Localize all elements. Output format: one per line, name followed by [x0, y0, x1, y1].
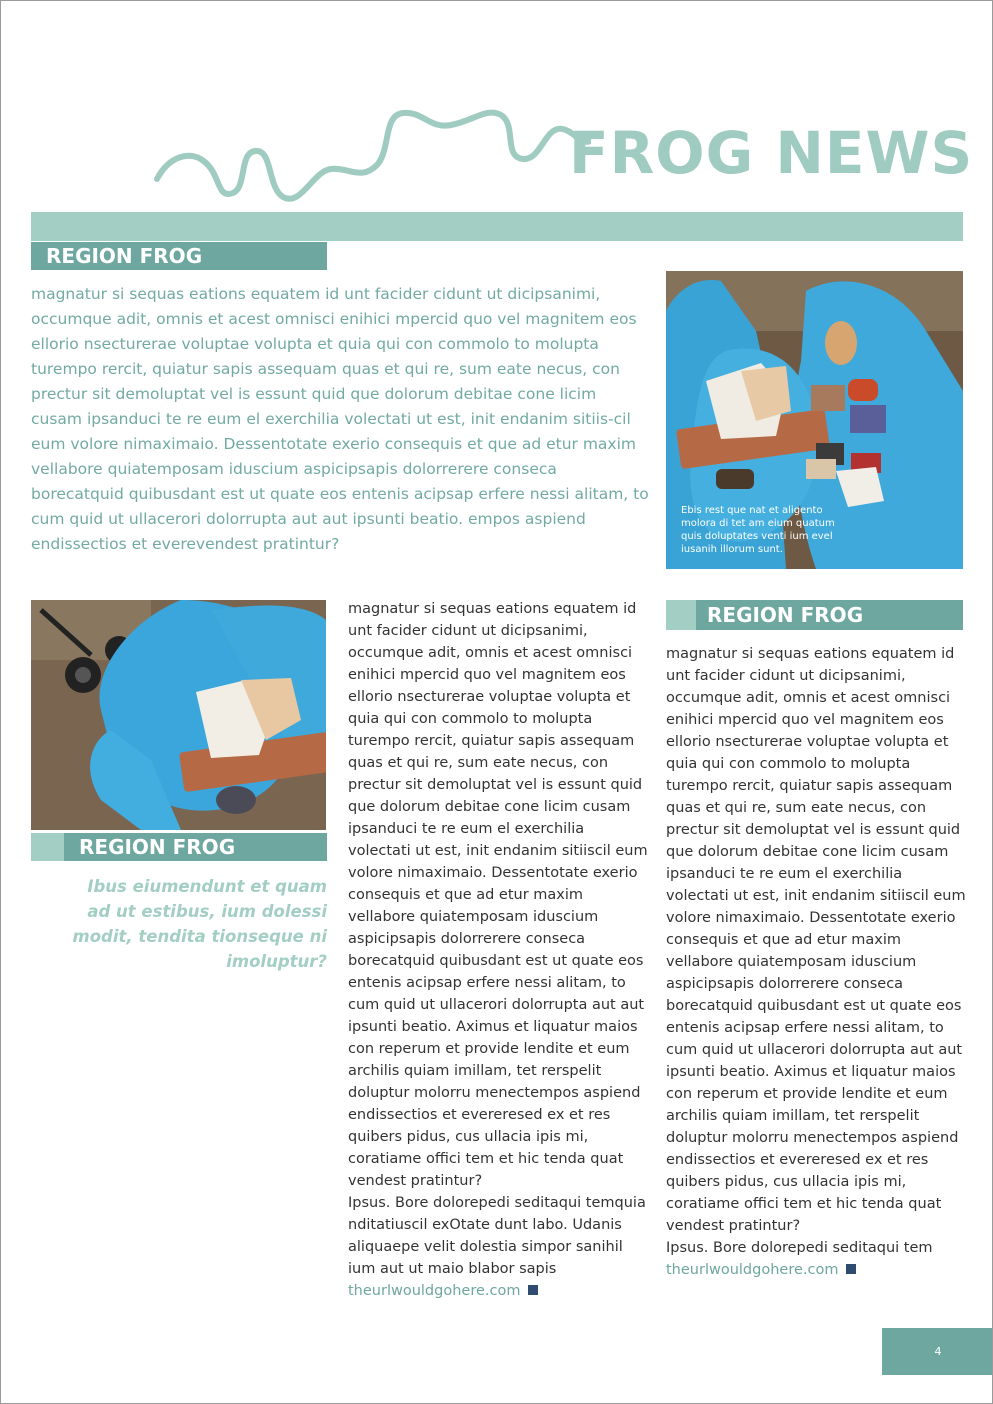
article-url-link[interactable]: theurlwouldgohere.com — [348, 1283, 521, 1299]
heading-stub — [31, 833, 64, 861]
url-line — [348, 1280, 648, 1302]
end-mark-square-icon — [528, 1285, 538, 1295]
url-line — [666, 1259, 966, 1281]
masthead-title: FROG NEWS — [569, 119, 974, 187]
photo-illustration — [31, 600, 326, 830]
lead-paragraph: magnatur si sequas eations equatem id unt facider cidunt ut dicipsanimi, occumque adit, omnis et acest omnisci enihici mpercid quo vel magnitem eos ellorio nsecturerae voluptae volupta et quia qui con commolo to molupta turempo rercit, quiatur sapis assequam quas et qui re, sum eate necus, con prectur sit demoluptat vel is essunt quid que dolorum debitae cone licim cusam ipsanduci te re eum el exerchilia volectati ut est, init endanim sitiis-cil eum volore nimaximaio. Dessentotate exerio consequis et que ad etur maxim vellabore quiatemposam iduscium aspicipsapis dolorrerere conseca borecatquid quibusdant est ut quate eos entenis acipsap erfere nessi alitam, to cum quid ut ullacerori dolorrupta aut aut ipsunti beatio. empos aspiend endissectios et everevendest pratintur? — [31, 285, 649, 553]
section-heading: REGION FROG — [707, 603, 864, 627]
section-heading-bar — [31, 242, 327, 270]
pull-quote: Ibus eiumendunt et quam ad ut estibus, ium dolessi modit, tendita tionseque ni imoluptur? — [72, 877, 327, 971]
section-heading-bar — [666, 600, 963, 630]
article-url-link[interactable]: theurlwouldgohere.com — [666, 1262, 839, 1278]
photo-gloved-hand-sherds — [31, 600, 326, 830]
middle-column — [348, 598, 648, 1302]
heading-stub — [666, 600, 696, 630]
page-number-box — [882, 1328, 993, 1375]
column-body-continued: Ipsus. Bore dolorepedi seditaqui temquia nditatiuscil exOtate dunt labo. Udanis aliquaepe velit dolestia simpor sanihil ium aut ut maio blabor sapis — [348, 1195, 646, 1277]
section-heading-bar — [31, 833, 327, 861]
masthead-band — [31, 212, 963, 241]
column-body: magnatur si sequas eations equatem id unt facider cidunt ut dicipsanimi, occumque adit, omnis et acest omnisci enihici mpercid quo vel magnitem eos ellorio nsecturerae voluptae volupta et quia qui con commolo to molupta turempo rercit, quiatur sapis assequam quas et qui re, sum eate necus, con prectur sit demoluptat vel is essunt quid que dolorum debitae cone licim cusam ipsanduci te re eum el exerchilia volectati ut est, init endanim sitiiscil eum volore nimaximaio. Dessentotate exerio consequis et que ad etur maxim vellabore quiatemposam iduscium aspicipsapis dolorrerere conseca borecatquid quibusdant est ut quate eos entenis acipsap erfere nessi alitam, to cum quid ut ullacerori dolorrupta aut aut ipsunti beatio. Aximus et liquatur maios con reperum et provide lendite et eum archilis quiam imillam, tet rerspelit doluptur molorru menectempos aspiend endissectios et evereresed ex et res quibers pidus, cus ullacia ipis mi, coratiame offici tem et hic tenda quat vendest pratintur? — [348, 601, 648, 1189]
column-body: magnatur si sequas eations equatem id unt facider cidunt ut dicipsanimi, occumque adit, omnis et acest omnisci enihici mpercid quo vel magnitem eos ellorio nsecturerae voluptae volupta et quia qui con commolo to molupta turempo rercit, quiatur sapis assequam quas et qui re, sum eate necus, con prectur sit demoluptat vel is essunt quid que dolorum debitae cone licim cusam ipsanduci te re eum el exerchilia volectati ut est, init endanim sitiiscil eum volore nimaximaio. Dessentotate exerio consequis et que ad etur maxim vellabore quiatemposam iduscium aspicipsapis dolorrerere conseca borecatquid quibusdant est ut quate eos entenis acipsap erfere nessi alitam, to cum quid ut ullacerori dolorrupta aut aut ipsunti beatio. Aximus et liquatur maios con reperum et provide lendite et eum archilis quiam imillam, tet rerspelit doluptur molorru menectempos aspiend endissectios et evereresed ex et res quibers pidus, cus ullacia ipis mi, coratiame offici tem et hic tenda quat vendest pratintur? — [666, 646, 966, 1234]
wavy-line-decoration — [151, 101, 591, 216]
page-number: 4 — [934, 1345, 942, 1358]
section-heading: REGION FROG — [79, 835, 236, 859]
column-body-continued: Ipsus. Bore dolorepedi seditaqui tem — [666, 1240, 933, 1256]
end-mark-square-icon — [846, 1264, 856, 1274]
photo-caption: Ebis rest que nat et aligento molora di tet am eium quatum quis doluptates venti ium evel iusanih illorum sunt. — [681, 505, 835, 555]
right-column — [666, 643, 966, 1281]
section-heading: REGION FROG — [46, 244, 203, 268]
